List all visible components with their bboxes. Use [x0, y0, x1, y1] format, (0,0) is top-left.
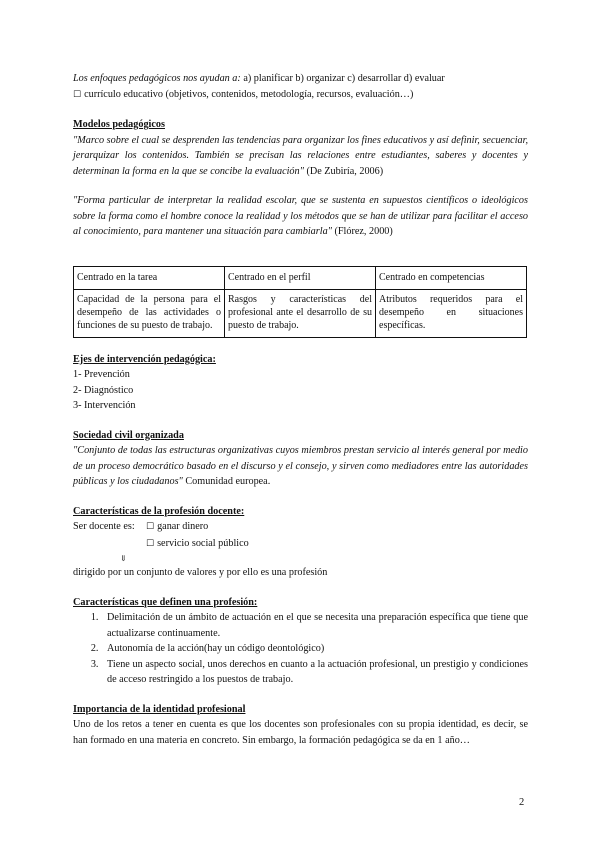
ser-docente-opt1-wrap [146, 519, 208, 536]
list-item: 1- Prevención [73, 369, 130, 380]
profesion-heading: Características que definen una profesión: [73, 596, 258, 608]
enfoques-table [73, 266, 527, 338]
list-item: 3. Tiene un aspecto social, unos derechos en cuanto a la actuación profesional, un prestigio y condiciones de acceso restringido a los puestos de trabajo. [101, 657, 528, 688]
intro-items: a) planificar b) organizar c) desarrollar d) evaluar [243, 73, 445, 84]
document-page [73, 71, 528, 748]
modelos-heading: Modelos pedagógicos [73, 119, 165, 130]
page-number: 2 [519, 797, 525, 808]
header-tarea: Centrado en la tarea [74, 266, 225, 289]
header-competencias: Centrado en competencias [376, 266, 527, 289]
down-arrow-icon: ⇓ [120, 554, 127, 563]
intro-line [73, 71, 528, 87]
identidad-heading: Importancia de la identidad profesional [73, 703, 246, 715]
ser-docente-label: Ser docente es: [73, 521, 135, 532]
profesion-list [73, 610, 528, 688]
sociedad-heading: Sociedad civil organizada [73, 429, 184, 441]
header-perfil: Centrado en el perfil [225, 266, 376, 289]
list-item: 3- Intervención [73, 400, 136, 411]
quote-florez: "Forma particular de interpretar la realidad escolar, que se sustenta en supuestos científicos o ideológicos sobre la forma como el hombre conoce la realidad y los métodos que se han de utilizar para facilitar el acceso al conocimiento, para mantener una situación para cambiarla" [73, 195, 528, 237]
modelos-quote-1 [73, 133, 528, 180]
cell-tarea: Capacidad de la persona para el desempeño de las actividades o funciones de su puesto de trabajo. [74, 289, 225, 337]
intro-lead: Los enfoques pedagógicos nos ayudan a: [73, 73, 241, 84]
list-item: 2. Autonomía de la acción(hay un código deontológico) [101, 641, 528, 657]
ejes-list [73, 367, 528, 414]
list-item: 1. Delimitación de un ámbito de actuación en el que se necesita una preparación específica que tiene que actualizarse continuamente. [101, 610, 528, 641]
ser-docente-opt2-wrap [146, 536, 249, 553]
cell-competencias: Atributos requeridos para el desempeño en situaciones específicas. [376, 289, 527, 337]
identidad-text: Uno de los retos a tener en cuenta es que los docentes son profesionales con su propia identidad, es decir, se han formado en una materia en concreto. Sin embargo, la formación pedagógica se da en 1 año… [73, 719, 528, 746]
cell-perfil: Rasgos y características del profesional ante el desarrollo de su puesto de trabajo. [225, 289, 376, 337]
cite-dezubiria: (De Zubiría, 2006) [303, 165, 384, 177]
sociedad-quote: "Conjunto de todas las estructuras organizativas cuyos miembros prestan servicio al interés general por medio de un proceso democrático basado en el discurso y el consejo, y sirven como mediadores entre las autoridades públicas y los ciudadanos" [73, 445, 528, 487]
curriculo-line [73, 87, 528, 104]
curriculo-text: currículo educativo (objetivos, contenidos, metodología, recursos, evaluación…) [84, 88, 414, 100]
ser-docente-row-2 [73, 536, 528, 553]
ser-docente-opt1: ganar dinero [157, 521, 209, 532]
cite-florez: (Flórez, 2000) [331, 226, 393, 237]
quote-dezubiria: "Marco sobre el cual se desprenden las tendencias para organizar los fines educativos y así definir, secuenciar, jerarquizar los contenidos. También se precisan las relaciones entre estudiantes, saberes y docentes y determinan la forma en la que se concibe la evaluación" [73, 134, 528, 177]
checkbox-bullet-icon: ☐ [73, 89, 82, 100]
ser-docente-opt2: servicio social público [157, 537, 249, 549]
docente-conclusion: dirigido por un conjunto de valores y por ello es una profesión [73, 567, 328, 578]
ser-docente-row [73, 519, 528, 536]
docente-heading: Características de la profesión docente: [73, 505, 245, 517]
sociedad-quote-para [73, 443, 528, 490]
modelos-quote-2 [73, 193, 528, 240]
table-header-row [74, 266, 527, 289]
table-row [74, 289, 527, 337]
ejes-heading: Ejes de intervención pedagógica: [73, 353, 216, 365]
checkbox-bullet-icon: ☐ [146, 538, 155, 549]
list-item: 2- Diagnóstico [73, 384, 134, 396]
checkbox-bullet-icon: ☐ [146, 522, 155, 532]
sociedad-cite: Comunidad europea. [182, 476, 271, 487]
